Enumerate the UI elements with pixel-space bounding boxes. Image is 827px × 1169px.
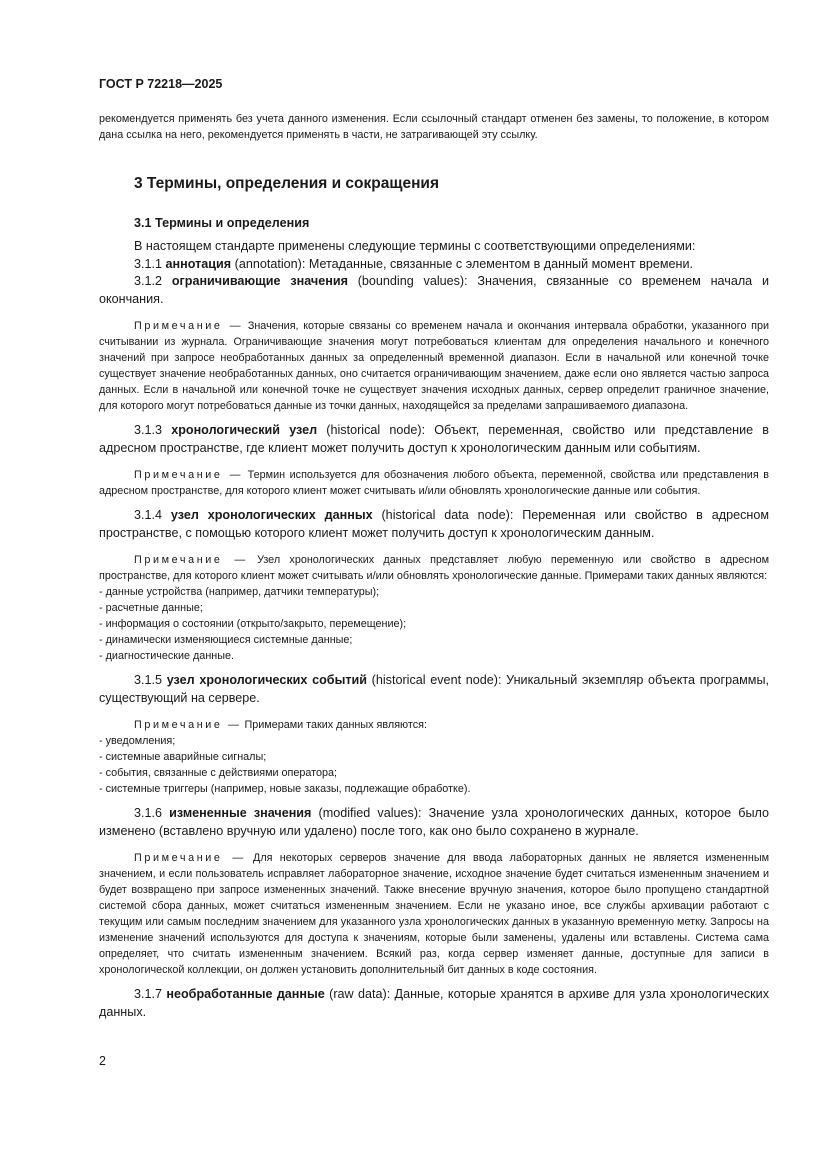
term-definition: (annotation): Метаданные, связанные с элементом в данный момент времени. <box>231 256 694 271</box>
term-3-1-6 <box>99 805 769 840</box>
term-3-1-3 <box>99 422 769 457</box>
term-number: 3.1.1 <box>134 256 163 271</box>
term-number: 3.1.3 <box>134 423 163 437</box>
note-label: Примечание — <box>134 469 244 481</box>
page-number: 2 <box>99 1054 106 1068</box>
note-3-1-5 <box>99 717 769 733</box>
note-3-1-2 <box>99 318 769 414</box>
term-number: 3.1.4 <box>134 508 163 522</box>
page-content <box>99 111 769 143</box>
note-3-1-4-list <box>99 584 769 664</box>
term-name: аннотация <box>165 256 232 271</box>
term-name: хронологический узел <box>171 423 318 437</box>
term-definition: (modified values): Значение узла хронологических данных, которое было изменено (вставлено вручную или удалено) после того, как оно было сохранено в журнале. <box>99 806 769 838</box>
note-text: Значения, которые связаны со временем начала и окончания интервала обработки, указанного при считывании из журнала. Ограничивающие значения могут потребоваться клиентам для определения начального и конечного значений при запросе необработанных данных за определенный временной диапазон. Если в начальной или конечной точке существует значение необработанных данных, оно считается ограничивающим значением, даже если оно является частью запроса данных. Если в начальной или конечной точке не существует значения исходных данных, сервер определит граничное значение, для которого могут потребоваться данные из точки данных, находящейся за пределами запрашиваемого диапазона. <box>99 320 769 412</box>
intro-paragraph: рекомендуется применять без учета данного изменения. Если ссылочный стандарт отменен без замены, то положение, в котором дана ссылка на него, рекомендуется применять в части, не затрагивающей эту ссылку. <box>99 113 769 141</box>
term-name: измененные значения <box>169 806 312 820</box>
note-text: Примерами таких данных являются: <box>244 719 427 731</box>
note-3-1-6 <box>99 850 769 978</box>
list-item: - данные устройства (например, датчики температуры); <box>99 586 380 598</box>
term-name: ограничивающие значения <box>171 274 348 288</box>
note-text: Для некоторых серверов значение для ввода лабораторных данных не является измененным значением, и если пользователь исправляет лабораторное значение, исходное значение будет считаться измененным значением и будет возвращено при запросе измененных значений. Также внесение вручную значения, которое было пропущено стандартной системой сбора данных, может считаться измененным значением. Если не указано иное, все службы архивации работают с текущим или самым последним значением для указанного узла хронологических данных в указанную временную метку. Запросы на изменение значений используются для доступа к значениям, которые были заменены, удалены или вставлены. Система сама определяет, что считать измененным значением. Всякий раз, когда сервер изменяет данные, доступные для записи в хронологической коллекции, он должен установить дополнительный бит данных в коде состояния. <box>99 852 770 976</box>
note-text: Узел хронологических данных представляет любую переменную или свойство в адресном пространстве, для которого клиент может считывать и/или обновлять хронологические данные. Примерами таких данных являются: <box>99 554 770 582</box>
note-3-1-5-list <box>99 733 769 797</box>
list-item: - динамически изменяющиеся системные данные; <box>99 634 353 646</box>
term-number: 3.1.7 <box>134 987 163 1001</box>
term-name: необработанные данные <box>166 987 325 1001</box>
term-number: 3.1.2 <box>134 274 163 288</box>
note-label: Примечание — <box>134 554 248 566</box>
term-definition: (raw data): Данные, которые хранятся в архиве для узла хронологических данных. <box>99 987 769 1019</box>
list-item: - системные триггеры (например, новые заказы, подлежащие обработке). <box>99 783 471 795</box>
term-3-1-4 <box>99 507 769 542</box>
term-3-1-2 <box>99 273 769 308</box>
lead-paragraph: В настоящем стандарте применены следующие термины с соответствующими определениями: <box>134 239 696 253</box>
note-label: Примечание — <box>134 852 246 864</box>
list-item: - системные аварийные сигналы; <box>99 751 267 763</box>
note-label: Примечание — <box>134 719 242 731</box>
term-definition: (bounding values): Значения, связанные со временем начала и окончания. <box>99 274 770 306</box>
term-3-1-7 <box>99 986 769 1021</box>
note-3-1-4 <box>99 552 769 584</box>
list-item: - расчетные данные; <box>99 602 203 614</box>
term-definition: (historical data node): Переменная или свойство в адресном пространстве, с помощью которого клиент может получить доступ к хронологическим данным. <box>99 508 769 540</box>
note-label: Примечание — <box>134 320 244 332</box>
section-title: 3 Термины, определения и сокращения <box>134 175 439 192</box>
term-3-1-5 <box>99 672 769 707</box>
list-item: - уведомления; <box>99 735 176 747</box>
term-number: 3.1.6 <box>134 806 163 820</box>
term-3-1-1 <box>99 256 769 274</box>
document-header: ГОСТ Р 72218—2025 <box>99 77 223 91</box>
list-item: - диагностические данные. <box>99 650 235 662</box>
subsection-title: 3.1 Термины и определения <box>134 216 310 230</box>
note-3-1-3 <box>99 467 769 499</box>
term-name: узел хронологических событий <box>166 673 367 687</box>
list-item: - информация о состоянии (открыто/закрыто, перемещение); <box>99 618 407 630</box>
term-number: 3.1.5 <box>134 673 163 687</box>
term-definition: (historical event node): Уникальный экземпляр объекта программы, существующий на сервере. <box>99 673 769 705</box>
term-definition: (historical node): Объект, переменная, свойство или представление в адресном пространстве, где клиент может получить доступ к хронологическим данным или событиям. <box>99 423 769 455</box>
section-body <box>99 216 769 1021</box>
term-name: узел хронологических данных <box>170 508 373 522</box>
note-text: Термин используется для обозначения любого объекта, переменной, свойства или представления в адресном пространстве, для которого клиент может считывать и/или обновлять хронологические данные или события. <box>99 469 769 497</box>
list-item: - события, связанные с действиями оператора; <box>99 767 338 779</box>
